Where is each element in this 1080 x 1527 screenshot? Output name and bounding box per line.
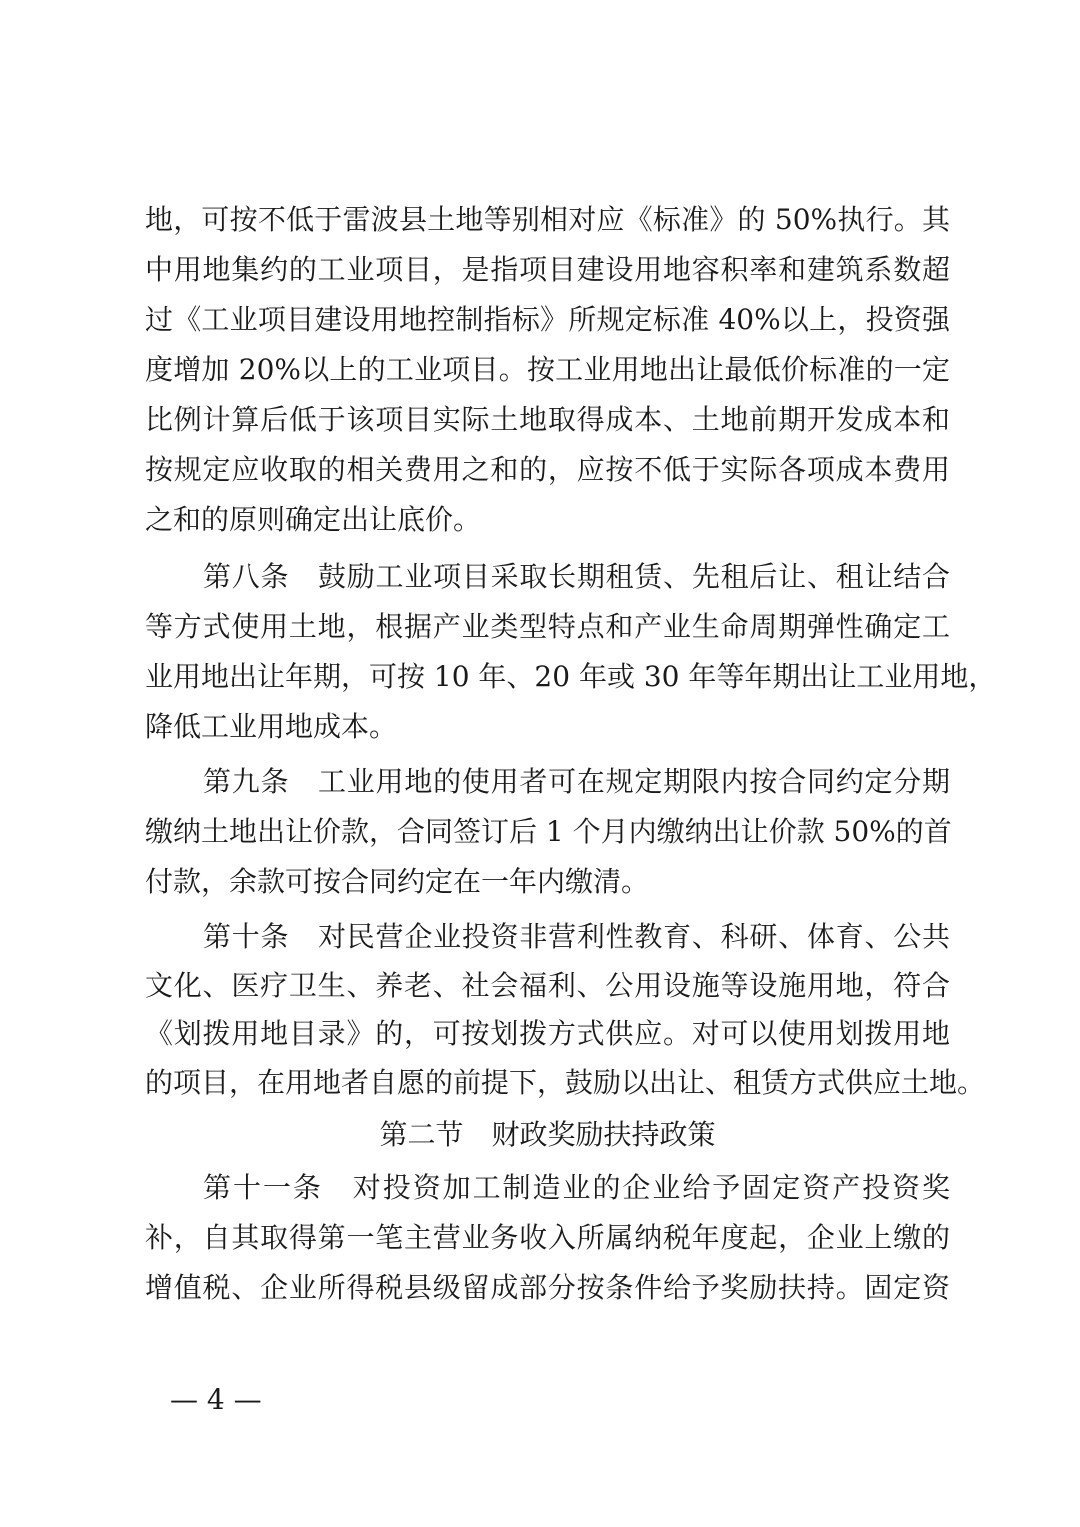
text-line: 增值税、企业所得税县级留成部分按条件给予奖励扶持。固定资 (145, 1271, 950, 1304)
text-line: 等方式使用土地，根据产业类型特点和产业生命周期弹性确定工 (145, 610, 950, 643)
text-line: 中用地集约的工业项目，是指项目建设用地容积率和建筑系数超 (145, 253, 950, 286)
text-line: 地，可按不低于雷波县土地等别相对应《标准》的 50%执行。其 (145, 203, 950, 236)
text-line: 业用地出让年期，可按 10 年、20 年或 30 年等年期出让工业用地， (145, 660, 997, 693)
text-line: 缴纳土地出让价款，合同签订后 1 个月内缴纳出让价款 50%的首 (145, 815, 952, 848)
text-line: 的项目，在用地者自愿的前提下，鼓励以出让、租赁方式供应土地。 (145, 1066, 986, 1099)
text-line: 《划拨用地目录》的，可按划拨方式供应。对可以使用划拨用地 (145, 1017, 950, 1050)
text-line: 付款，余款可按合同约定在一年内缴清。 (145, 865, 650, 898)
text-line: 之和的原则确定出让底价。 (145, 503, 482, 536)
text-line: 补，自其取得第一笔主营业务收入所属纳税年度起，企业上缴的 (145, 1221, 950, 1254)
article-8-first-line: 第八条 鼓励工业项目采取长期租赁、先租后让、租让结合 (203, 560, 950, 593)
article-11-first-line: 第十一条 对投资加工制造业的企业给予固定资产投资奖 (203, 1171, 950, 1204)
page-number: — 4 — (170, 1383, 262, 1416)
text-line: 降低工业用地成本。 (145, 710, 398, 743)
article-9-first-line: 第九条 工业用地的使用者可在规定期限内按合同约定分期 (203, 765, 950, 798)
text-line: 比例计算后低于该项目实际土地取得成本、土地前期开发成本和 (145, 403, 950, 436)
article-10-first-line: 第十条 对民营企业投资非营利性教育、科研、体育、公共 (203, 920, 950, 953)
text-line: 度增加 20%以上的工业项目。按工业用地出让最低价标准的一定 (145, 353, 950, 386)
text-line: 按规定应收取的相关费用之和的，应按不低于实际各项成本费用 (145, 453, 950, 486)
section-heading: 第二节 财政奖励扶持政策 (379, 1118, 716, 1151)
text-line: 过《工业项目建设用地控制指标》所规定标准 40%以上，投资强 (145, 303, 950, 336)
text-line: 文化、医疗卫生、养老、社会福利、公用设施等设施用地，符合 (145, 969, 950, 1002)
